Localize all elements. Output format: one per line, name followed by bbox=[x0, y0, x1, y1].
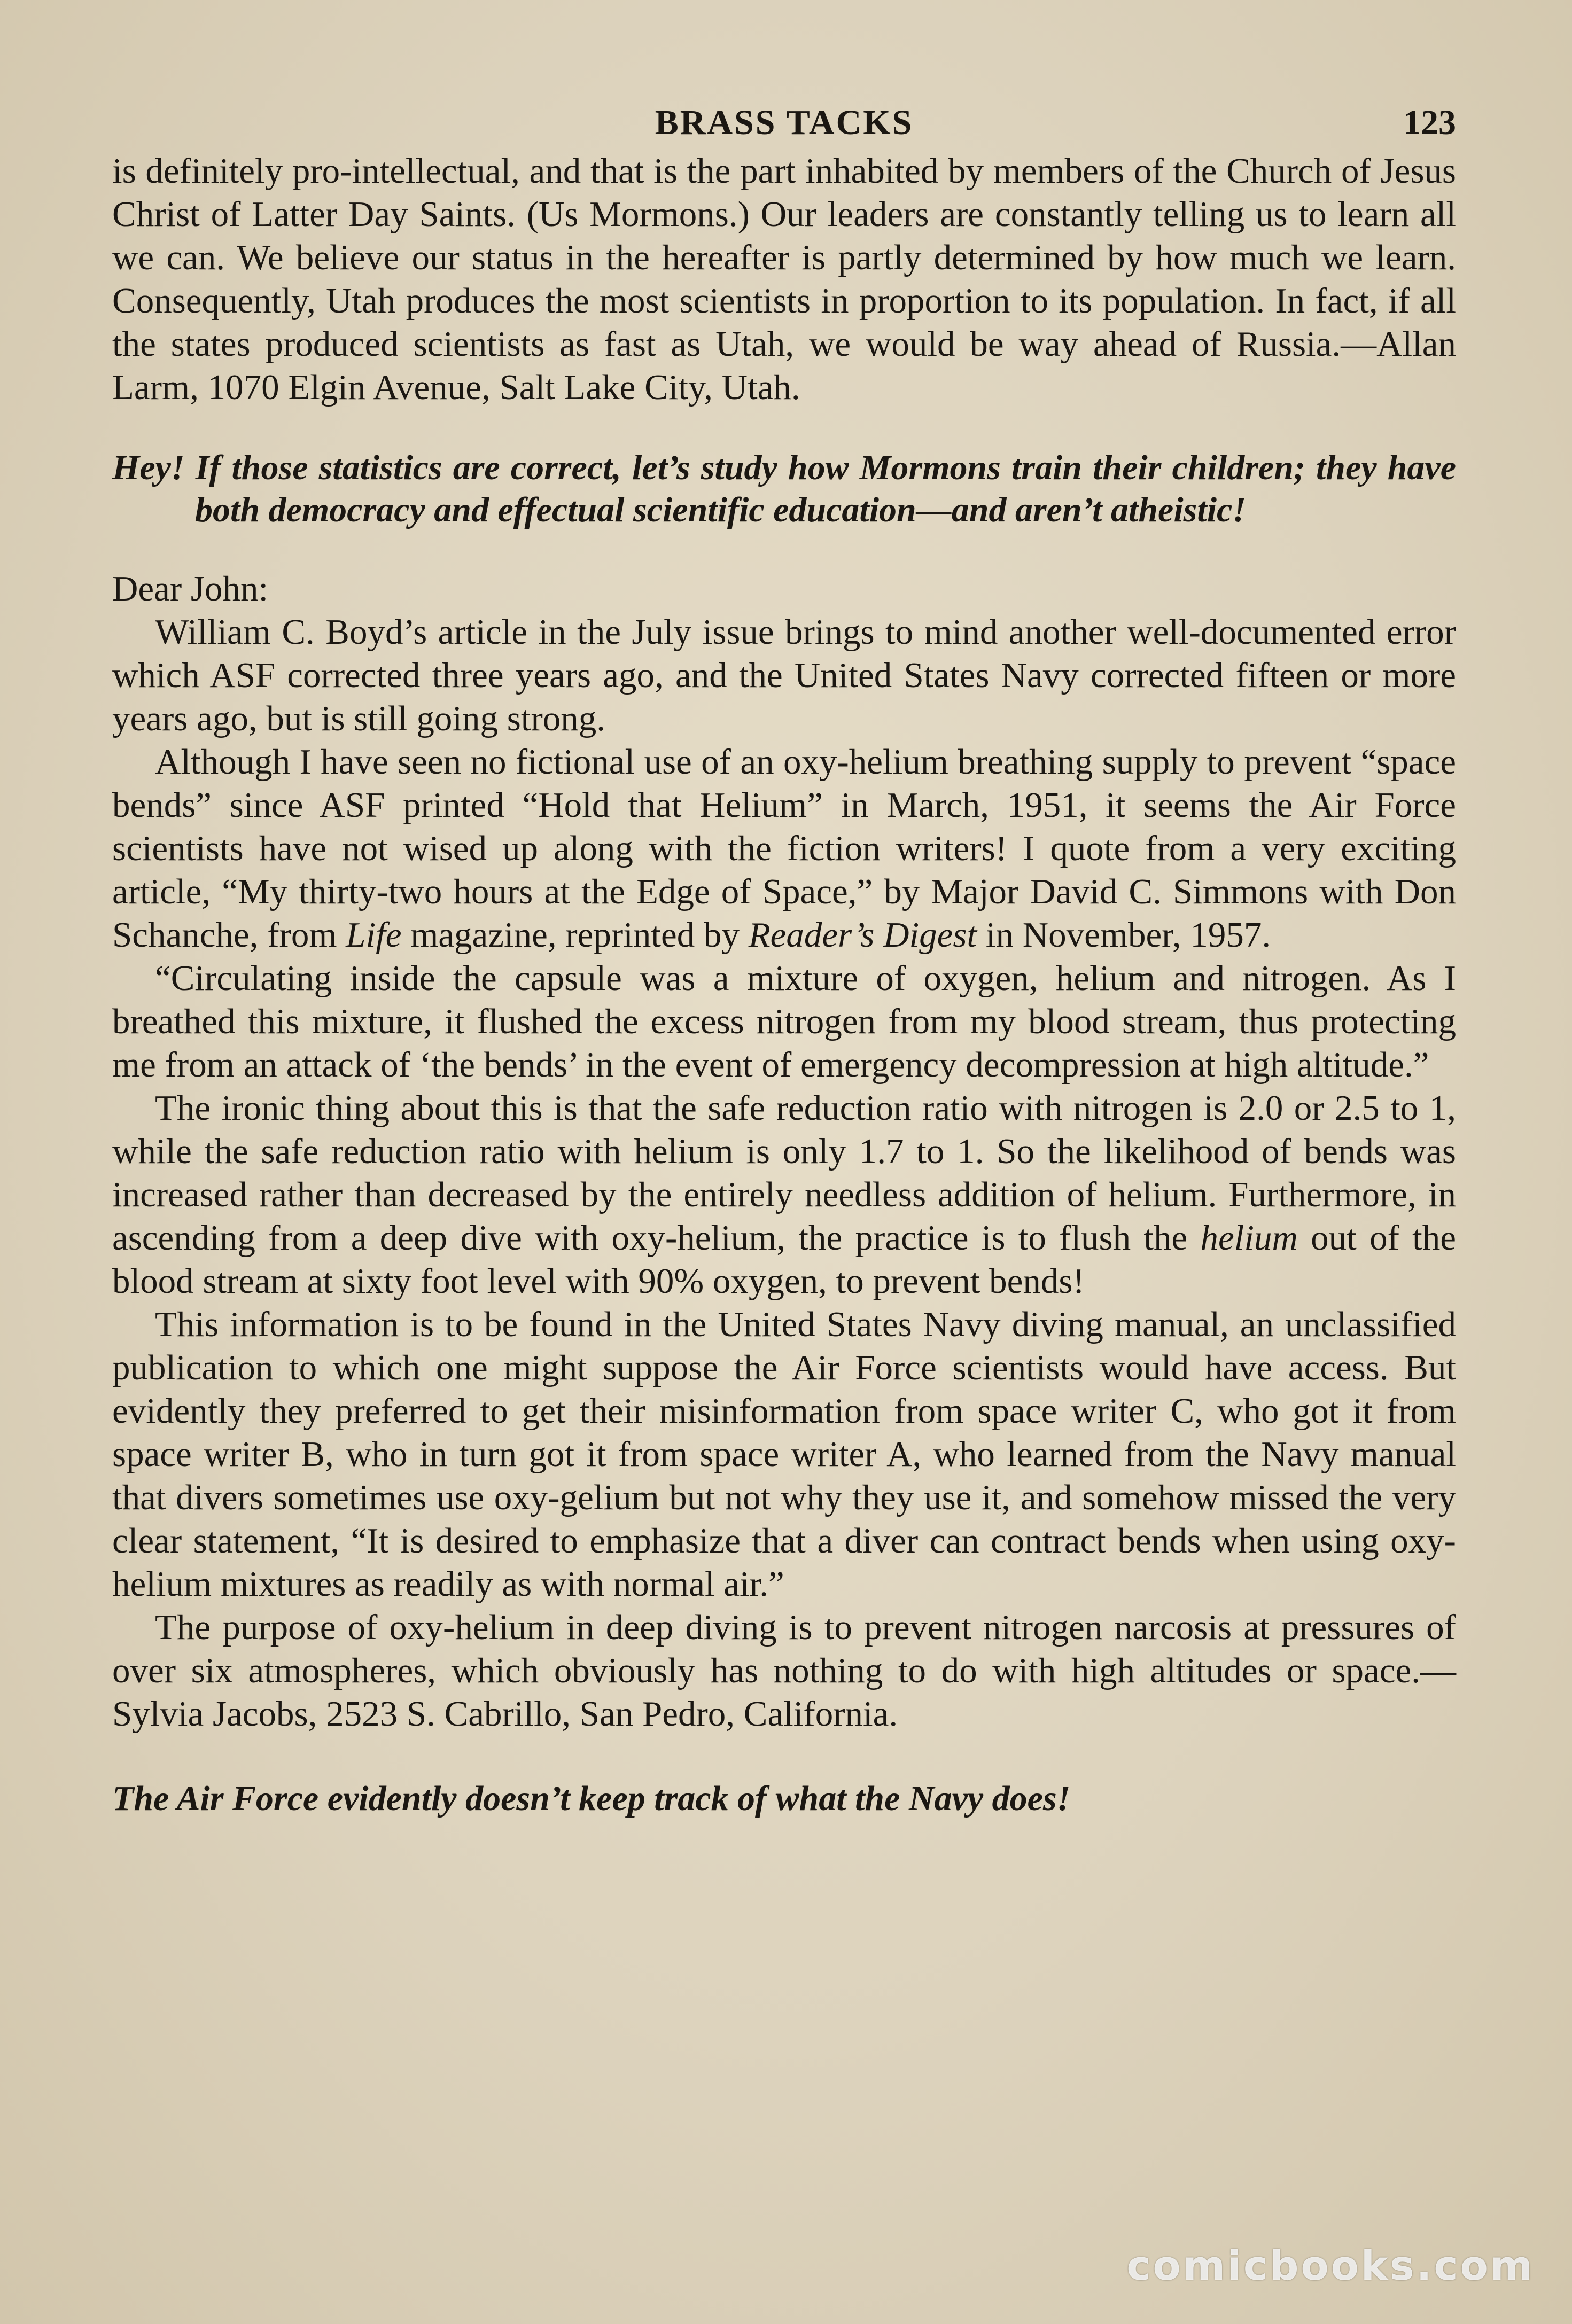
running-head bbox=[112, 91, 1456, 150]
watermark-logo: comicbooks.com bbox=[1126, 2242, 1535, 2289]
letter-2-salutation: Dear John: bbox=[112, 569, 269, 609]
letter-2-paragraph-3-quote: “Circulating inside the capsule was a mixture of oxygen, helium and nitrogen. As I breathed this mixture, it flushed the excess nitrogen from my blood stream, thus protecting me from an attack of ‘the bends’ in the event of emergency decompression at high altitude.” bbox=[112, 958, 1456, 1085]
magazine-title-life: Life bbox=[346, 915, 402, 955]
paragraph-text: The ironic thing about this is that the safe reduction ratio with nitrogen is 2.0 or 2.5 to 1, while the safe reduction ratio with helium is only 1.7 to 1. So the likelihood of bends was increased rather than decreased by the entirely needless addition of helium. Furthermore, in ascending from a deep dive with oxy-helium, the practice is to flush the bbox=[112, 1088, 1456, 1258]
emphasized-word: helium bbox=[1200, 1218, 1298, 1258]
letter-2-paragraph-1: William C. Boyd’s article in the July issue brings to mind another well-documented error which ASF corrected three years ago, and the United States Navy corrected fifteen or more years ago, but is still going strong. bbox=[112, 612, 1456, 738]
editor-reply-2: The Air Force evidently doesn’t keep track of what the Navy does! bbox=[112, 1779, 1071, 1818]
letter-2-paragraph-4 bbox=[112, 1087, 1456, 1303]
letter-2-paragraph-2 bbox=[112, 740, 1456, 957]
paragraph-text: Although I have seen no fictional use of an oxy-helium breathing supply to prevent “space bends” since ASF printed “Hold that Helium” in March, 1951, it seems the Air Force scientists have not wised up along with the fiction writers! I quote from a very exciting article, “My thirty-two hours at the Edge of Space,” by Major David C. Simmons with Don Schanche, from bbox=[112, 742, 1456, 955]
paragraph-text: out of the blood stream at sixty foot level with 90% oxygen, to prevent bends! bbox=[112, 1218, 1457, 1301]
letter-2-paragraph-5: This information is to be found in the United States Navy diving manual, an unclassified publication to which one might suppose the Air Force scientists would have access. But evidently they preferred to get their misinformation from space writer C, who got it from space writer B, who in turn got it from space writer A, who learned from the Navy manual that divers sometimes use oxy-gelium but not why they use it, and somehow missed the very clear statement, “It is desired to emphasize that a diver can contract bends when using oxy-helium mixtures as readily as with normal air.” bbox=[112, 1305, 1456, 1604]
paragraph-text: in November, 1957. bbox=[977, 915, 1271, 955]
magazine-title-readers-digest: Reader’s Digest bbox=[748, 915, 977, 955]
letter-2-paragraph-6: The purpose of oxy-helium in deep diving is to prevent nitrogen narcosis at pressures of over six atmospheres, which obviously has nothing to do with high altitudes or space.—Sylvia Jacobs, 2523 S. Cabrillo, San Pedro, California. bbox=[112, 1608, 1456, 1734]
magazine-page bbox=[112, 91, 1456, 1820]
paragraph-text: magazine, reprinted by bbox=[401, 915, 749, 955]
section-title: BRASS TACKS bbox=[655, 103, 914, 142]
editor-reply-1: Hey! If those statistics are correct, let’s study how Mormons train their children; they have both democracy and effectual scientific education—and aren’t atheistic! bbox=[112, 448, 1456, 529]
page-number: 123 bbox=[1403, 103, 1456, 142]
letter-1-paragraph: is definitely pro-intellectual, and that is the part inhabited by members of the Church of Jesus Christ of Latter Day Saints. (Us Mormons.) Our leaders are constantly telling us to learn all we can. We believe our status in the hereafter is partly determined by how much we learn. Consequently, Utah produces the most scientists in proportion to its population. In fact, if all the states produced scientists as fast as Utah, we would be way ahead of Russia.—Allan Larm, 1070 Elgin Avenue, Salt Lake City, Utah. bbox=[112, 151, 1456, 407]
